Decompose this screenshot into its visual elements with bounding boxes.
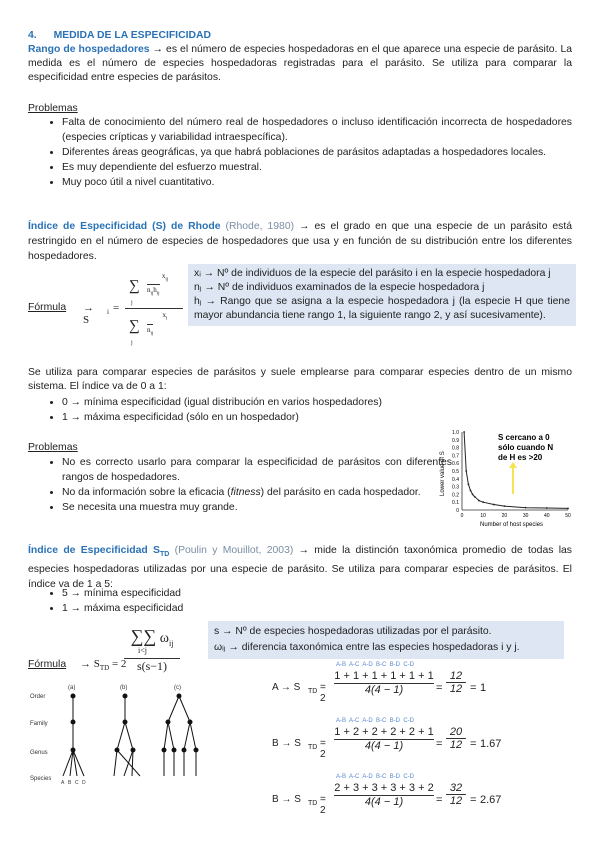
problemas-heading-1: Problemas [28,103,78,114]
chart-y-tick: 0.5 [452,469,459,475]
std-text: → mide la distinción taxonómica promedio de todas las especies hospedadoras utilizadas por una especie de parásito. Se utiliza para comparar especies de parásitos. El índice va de 1 a 5: [28,545,573,591]
rhode-usage: Se utiliza para comparar especies de parásitos y suele emplearse para comparar especies dentro de un mismo sistema. El índice va de 0 a 1: [28,367,572,392]
list-item: • Diferentes áreas geográficas, ya que habrá poblaciones de parásitos adaptadas a hospedadores locales. [62,145,572,160]
chart-point [465,470,467,472]
chart-y-tick: 0.4 [452,476,459,483]
example-eq-2: = 2 [320,682,326,704]
std-range-list [38,586,462,616]
example-eq-4: = [470,738,477,750]
example-res-den: 12 [449,795,463,807]
chart-y-tick: 0.2 [452,492,459,499]
example-fraction [334,670,434,696]
definition-nj: nⱼ → Nº de individuos examinados de la especie hospedadora j [194,282,485,293]
chart-y-tick: 0.3 [452,484,459,491]
leaf-d: D [82,780,86,786]
problemas-heading-2: Problemas [28,442,78,453]
level-family: Family [30,721,48,727]
example-sub: TD [308,744,318,751]
chart-annotation-line3: de H es >20 [498,453,543,462]
example-num: 1 + 2 + 2 + 2 + 2 + 1 [334,726,434,738]
chart-y-tick: 0.6 [452,461,459,468]
example-result: 1.67 [480,738,502,750]
example-eq-2: = 2 [320,794,326,816]
example-eq-4: = [470,794,477,806]
taxonomic-trees [26,680,226,800]
rango-text: → es el número de especies hospedadoras en el que aparece una especie de parásito. La medida es el número de especies hospedadoras registradas para el parásito. Se utiliza para comparar la especificidad entre especies de parásitos. [28,44,573,83]
rhode-definitions-box [188,264,576,326]
list-item: • No es correcto usarlo para comparar la especificidad de parásitos con diferentes rangos de hospedadores. [62,455,452,485]
chart-point [504,505,506,507]
std-definitions-box [208,621,564,659]
chart-ylabel: Lower value of S [440,451,446,496]
example-pairs: A-B A-C A-D B-C B-D C-D [336,774,415,780]
example-res-frac [446,670,466,695]
chart-point [546,507,548,509]
definition-omega: ωᵢⱼ → diferencia taxonómica entre las especies hospedadoras i y j. [214,642,520,653]
example-pairs: A-B A-C A-D B-C B-D C-D [336,662,415,668]
rhode-paragraph [28,219,572,264]
rhode-s-chart [436,424,576,528]
panel-b: (b) [120,685,128,691]
definition-hj: hⱼ → Rango que se asigna a la especie hospedadora j (la especie H que tiene mayor abundancia tiene rango 1, la siguiente rango 2, y así sucesivamente). [194,296,570,321]
panel-a: (a) [68,685,76,691]
chart-point [493,504,495,506]
example-res-num: 32 [446,782,466,795]
problemas-list-2 [38,455,452,515]
definition-xi: xᵢ → Nº de individuos de la especie del parásito i en la especie hospedadora j [194,268,551,279]
example-den: 4(4 − 1) [364,740,404,752]
section-number: 4. [28,30,37,41]
std-paragraph [28,543,572,592]
chart-y-tick: 0.1 [452,500,459,507]
rhode-citation: (Rhode, 1980) [225,221,295,232]
std-citation: (Poulin y Mouillot, 2003) [174,545,294,556]
example-sub: TD [308,800,318,807]
section-title: MEDIDA DE LA ESPECIFICIDAD [53,30,211,41]
list-item [62,485,452,500]
example-eq-3: = [436,682,443,694]
chart-y-tick: 0.9 [452,437,459,444]
std-term: Índice de Especificidad S [28,545,160,556]
formula-label-rhode: Fórmula [28,302,67,313]
chart-arrow-head [509,462,517,468]
list-item: • 0 → mínima especificidad (igual distribución en varios hospedadores) [62,395,582,410]
chart-x-tick: 40 [544,513,550,519]
chart-x-tick: 20 [501,513,508,519]
example-pairs: A-B A-C A-D B-C B-D C-D [336,718,415,724]
chart-x-tick: 50 [565,513,571,519]
example-res-frac [446,782,466,807]
chart-y-tick: 0 [456,508,459,514]
example-label: A → S [272,682,301,693]
chart-annotation-line2: sólo cuando N [498,443,554,452]
example-label: B → S [272,794,301,805]
level-species: Species [30,776,52,782]
std-term-sub: TD [159,551,170,559]
example-res-num: 20 [446,726,466,739]
example-res-den: 12 [449,739,463,751]
list-item: • Es muy dependiente del esfuerzo muestral. [62,160,572,175]
panel-c: (c) [174,685,181,691]
formula-label-std: Fórmula [28,659,67,670]
chart-x-tick: 10 [480,513,486,519]
chart-xlabel: Number of host species [480,522,544,528]
list-item: • 5 → mínima especificidad [62,586,462,601]
definition-s: s → Nº de especies hospedadoras utilizadas por el parásito. [214,626,492,637]
example-fraction [334,726,434,752]
rhode-term: Índice de Especificidad (S) de Rhode [28,221,221,232]
example-eq-3: = [436,738,443,750]
example-num: 2 + 3 + 3 + 3 + 3 + 2 [334,782,434,794]
chart-x-tick: 30 [522,513,529,519]
example-fraction [334,782,434,808]
example-den: 4(4 − 1) [364,796,404,808]
chart-y-tick: 1.0 [452,430,459,436]
problemas-list-1 [38,115,572,190]
chart-y-tick: 0.8 [452,445,459,452]
chart-annotation-line1: S cercano a 0 [498,433,550,442]
chart-x-tick: 0 [460,513,464,519]
chart-point [463,431,465,433]
rango-term: Rango de hospedadores [28,44,150,55]
example-result: 1 [480,682,487,694]
level-genus: Genus [30,750,48,756]
example-eq-4: = [470,682,477,694]
list-item: • Muy poco útil a nivel cuantitativo. [62,175,572,190]
example-result: 2.67 [480,794,502,806]
example-label: B → S [272,738,301,749]
example-sub: TD [308,688,318,695]
example-res-num: 12 [446,670,466,683]
rango-paragraph [28,43,572,85]
rhode-range-list [38,395,582,425]
leaf-b: B [68,780,72,786]
chart-point [472,494,474,496]
chart-point [470,490,472,492]
rhode-text: → es el grado en que una especie de un parásito está restringido en el número de especies de hospedadores que usa y en función de su distribución entre los diferentes hospedadores. [28,221,572,262]
list-item: • Falta de conocimiento del número real de hospedadores o incluso identificación incorrecta de hospedadores (especies crípticas y variabilidad intraespecífica). [62,115,572,145]
chart-point [478,500,480,502]
chart-point [567,508,569,510]
example-res-den: 12 [449,683,463,695]
chart-y-tick: 0.7 [452,453,459,460]
leaf-c: C [75,780,79,786]
list-item: • 1 → máxima especificidad [62,601,462,616]
section-heading [28,30,211,41]
chart-point [467,483,469,485]
list-item: • Se necesita una muestra muy grande. [62,500,452,515]
fitness-item-text: No da información sobre la eficacia (fitness) del parásito en cada hospedador. [62,487,421,498]
example-eq-2: = 2 [320,738,326,760]
example-num: 1 + 1 + 1 + 1 + 1 + 1 [334,670,434,682]
example-den: 4(4 − 1) [364,684,404,696]
chart-point [482,501,484,503]
chart-point [474,496,476,498]
example-eq-3: = [436,794,443,806]
chart-point [525,507,527,509]
example-res-frac [446,726,466,751]
level-order: Order [30,694,46,700]
leaf-a: A [61,780,65,786]
list-item: • 1 → máxima especificidad (sólo en un hospedador) [62,410,582,425]
